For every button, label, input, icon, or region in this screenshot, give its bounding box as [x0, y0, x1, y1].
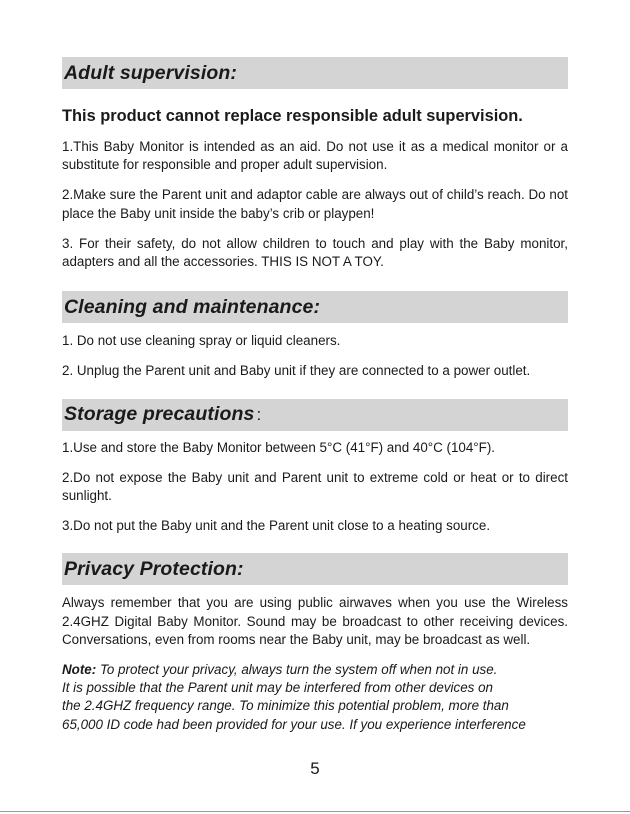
cleaning-header: [62, 291, 568, 323]
storage-item-3: 3.Do not put the Baby unit and the Parent unit close to a heating source.: [62, 518, 491, 534]
note-label: Note:: [62, 662, 97, 678]
privacy-header: [62, 553, 568, 585]
storage-title: Storage precautions: [64, 403, 255, 426]
adult-supervision-title: Adult supervision:: [64, 61, 237, 84]
page-content: [62, 57, 568, 734]
note-line-2: It is possible that the Parent unit may be interfered from other devices on: [62, 680, 493, 696]
adult-supervision-item-1: 1.This Baby Monitor is intended as an aid. Do not use it as a medical monitor or a substitute for responsible and proper adult supervision.: [62, 139, 568, 173]
storage-item-2: 2.Do not expose the Baby unit and Parent unit to extreme cold or heat or to direct sunlight.: [62, 469, 568, 504]
page-number: 5: [310, 759, 320, 778]
storage-title-colon: :: [256, 404, 262, 424]
privacy-paragraph: Always remember that you are using public airwaves when you use the Wireless 2.4GHZ Digital Baby Monitor. Sound may be broadcast to other receiving devices. Conversations, even from rooms near the Baby unit, may be broadcast as well.: [62, 595, 568, 647]
storage-item-1: 1.Use and store the Baby Monitor between 5°C (41°F) and 40°C (104°F).: [62, 439, 496, 455]
cleaning-item-1: 1. Do not use cleaning spray or liquid cleaners.: [62, 333, 341, 349]
storage-header: [62, 399, 568, 431]
bottom-divider: [0, 811, 630, 812]
cleaning-item-2: 2. Unplug the Parent unit and Baby unit if they are connected to a power outlet.: [62, 363, 531, 379]
adult-supervision-lead: This product cannot replace responsible adult supervision.: [62, 107, 523, 125]
note-line-1: To protect your privacy, always turn the system off when not in use.: [96, 662, 498, 678]
adult-supervision-item-2: 2.Make sure the Parent unit and adaptor cable are always out of child’s reach. Do not place the Baby unit inside the baby’s crib or playpen!: [62, 187, 568, 221]
note-line-3: the 2.4GHZ frequency range. To minimize this potential problem, more than: [62, 698, 509, 714]
note-line-4: 65,000 ID code had been provided for your use. If you experience interference: [62, 716, 526, 732]
privacy-title: Privacy Protection:: [64, 557, 244, 580]
cleaning-title: Cleaning and maintenance:: [64, 295, 321, 318]
adult-supervision-header: [62, 57, 568, 89]
adult-supervision-item-3: 3. For their safety, do not allow children to touch and play with the Baby monitor, adapters and all the accessories. THIS IS NOT A TOY.: [62, 235, 568, 270]
privacy-note: [62, 661, 568, 734]
